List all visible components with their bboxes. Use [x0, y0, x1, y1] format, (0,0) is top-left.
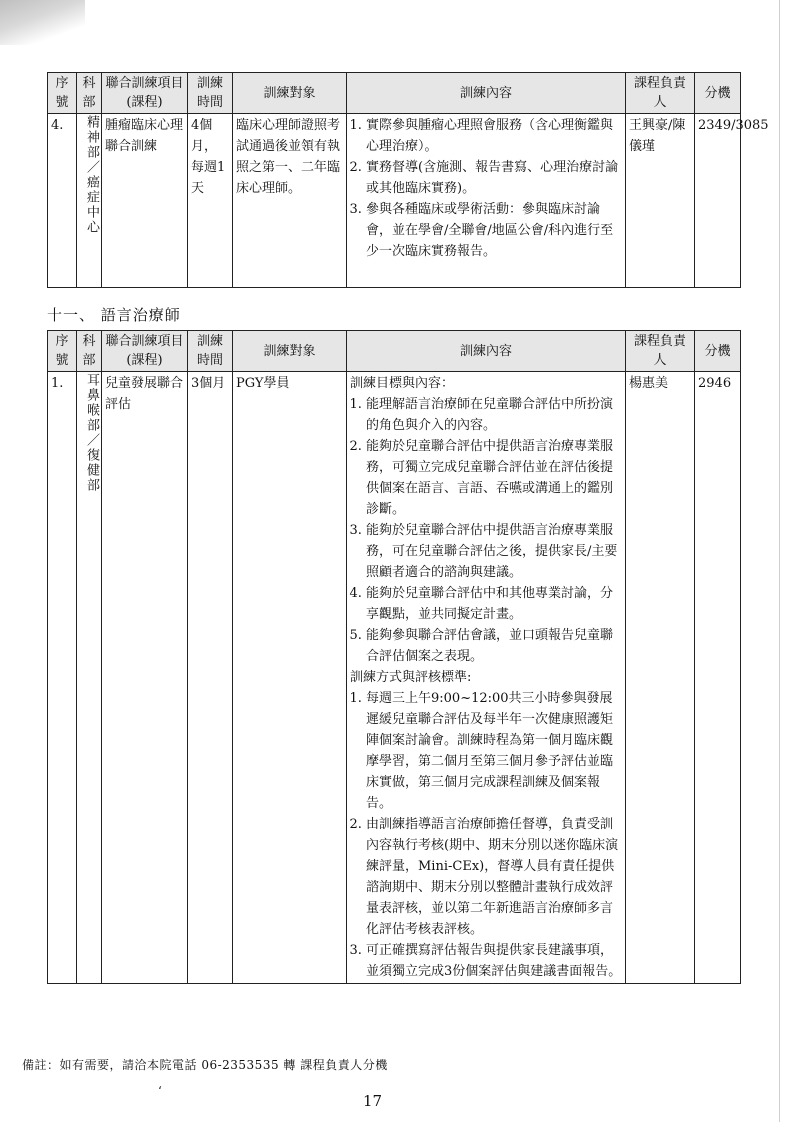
header-content: 訓練內容 [347, 331, 626, 372]
list-item: 3. 可正確撰寫評估報告與提供家長建議事項，並須獨立完成3份個案評估與建議書面報告。 [366, 940, 622, 982]
header-owner: 課程負責人 [626, 73, 695, 114]
header-seq: 序號 [48, 73, 77, 114]
row-target: 臨床心理師證照考試通過後並領有執照之第一、二年臨床心理師。 [233, 114, 347, 288]
header-content: 訓練內容 [347, 73, 626, 114]
row-ext: 2946 [695, 372, 741, 984]
header-item: 聯合訓練項目(課程) [102, 331, 188, 372]
header-target: 訓練對象 [233, 73, 347, 114]
row-seq: 4. [48, 114, 77, 288]
row-item: 腫瘤臨床心理聯合訓練 [102, 114, 188, 288]
scan-corner-shadow [0, 0, 85, 45]
page-number: 17 [363, 1092, 383, 1110]
row-seq: 1. [48, 372, 77, 984]
row-duration: 4個月，每週1天 [188, 114, 233, 288]
goals-list [350, 394, 622, 667]
header-duration: 訓練時間 [188, 331, 233, 372]
list-item: 2. 能夠於兒童聯合評估中提供語言治療專業服務，可獨立完成兒童聯合評估並在評估後提供個案在語言、言語、吞嚥或溝通上的鑑別診斷。 [366, 436, 622, 520]
methods-title: 訓練方式與評核標準: [350, 670, 472, 685]
list-item: 3. 能夠於兒童聯合評估中提供語言治療專業服務，可在兒童聯合評估之後，提供家長/主要照顧者適合的諮詢與建議。 [366, 520, 622, 583]
list-item: 2. 實務督導(含施測、報告書寫、心理治療討論或其他臨床實務)。 [366, 157, 622, 199]
header-ext: 分機 [695, 331, 741, 372]
row-target: PGY學員 [233, 372, 347, 984]
row-duration: 3個月 [188, 372, 233, 984]
list-item: 1. 能理解語言治療師在兒童聯合評估中所扮演的角色與介入的內容。 [366, 394, 622, 436]
table-row [48, 372, 741, 984]
header-owner: 課程負責人 [626, 331, 695, 372]
list-item: 3. 參與各種臨床或學術活動：參與臨床討論會，並在學會/全聯會/地區公會/科內進行至少一次臨床實務報告。 [366, 199, 622, 262]
methods-list [350, 688, 622, 982]
row-owner: 楊惠美 [626, 372, 695, 984]
header-item: 聯合訓練項目(課程) [102, 73, 188, 114]
list-item: 5. 能夠參與聯合評估會議，並口頭報告兒童聯合評估個案之表現。 [366, 625, 622, 667]
list-item: 1. 每週三上午9:00~12:00共三小時參與發展遲緩兒童聯合評估及每半年一次健康照護矩陣個案討論會。訓練時程為第一個月臨床觀摩學習，第二個月至第三個月參予評估並臨床實做，第三個月完成課程訓練及個案報告。 [366, 688, 622, 814]
section-heading: 十一、 語言治療師 [47, 306, 181, 324]
header-ext: 分機 [695, 73, 741, 114]
table-header-row [48, 331, 741, 372]
scan-edge-line [779, 0, 780, 1122]
table-header-row [48, 73, 741, 114]
row-dept: 精神部／癌症中心 [84, 115, 99, 235]
training-table-speech [47, 330, 741, 984]
list-item: 2. 由訓練指導語言治療師擔任督導，負責受訓內容執行考核(期中、期末分別以迷你臨床演練評量，Mini-CEx)，督導人員有責任提供諮詢期中、期末分別以整體計畫執行成效評量表評核，並以第二年新進語言治療師多言化評估考核表評核。 [366, 814, 622, 940]
list-item: 1. 實際參與腫瘤心理照會服務（含心理衡鑑與心理治療）。 [366, 115, 622, 157]
list-item: 4. 能夠於兒童聯合評估中和其他專業討論，分享觀點，並共同擬定計畫。 [366, 583, 622, 625]
goals-title: 訓練目標與內容： [350, 376, 455, 391]
stray-mark: ‘ [158, 1084, 162, 1098]
table-row [48, 114, 741, 288]
footnote: 備註：如有需要，請洽本院電話 06-2353535 轉 課程負責人分機 [22, 1058, 388, 1072]
row-ext: 2349/3085 [695, 114, 741, 288]
header-duration: 訓練時間 [188, 73, 233, 114]
row-owner: 王興豪/陳儀瑾 [626, 114, 695, 288]
row-dept: 耳鼻喉部／復健部 [84, 373, 99, 493]
header-seq: 序號 [48, 331, 77, 372]
header-target: 訓練對象 [233, 331, 347, 372]
header-dept: 科部 [77, 73, 102, 114]
row-item: 兒童發展聯合評估 [102, 372, 188, 984]
content-list [350, 115, 622, 262]
header-dept: 科部 [77, 331, 102, 372]
training-table-psychology [47, 72, 769, 288]
